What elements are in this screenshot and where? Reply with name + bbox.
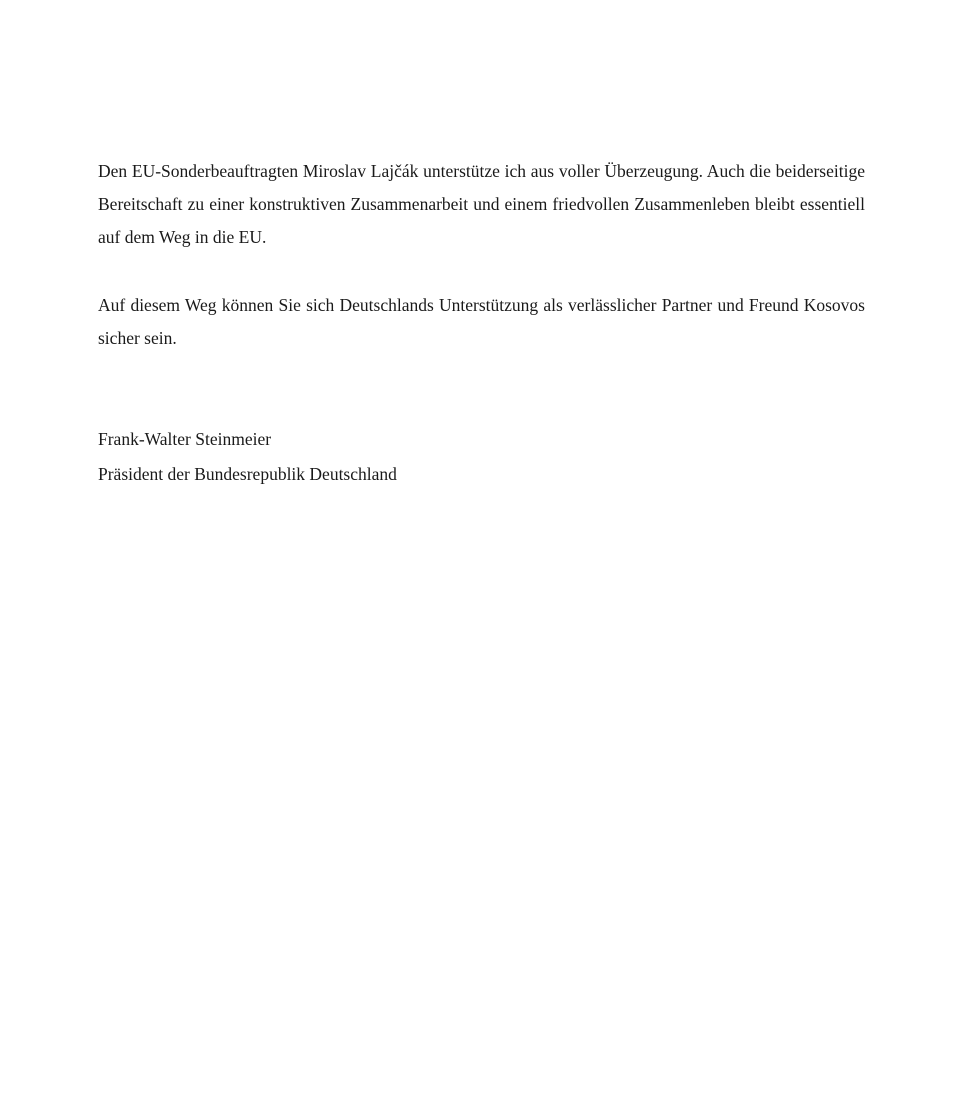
paragraph-germany-support: Auf diesem Weg können Sie sich Deutschlands Unterstützung als verlässlicher Partner und Freund Kosovos sicher sein. — [98, 295, 865, 348]
signature-title: Präsident der Bundesrepublik Deutschland — [98, 464, 397, 484]
signature-name: Frank-Walter Steinmeier — [98, 429, 272, 449]
paragraph-eu-special-representative: Den EU-Sonderbeauftragten Miroslav Lajčák unterstütze ich aus voller Überzeugung. Auch die beiderseitige Bereitschaft zu einer konstruktiven Zusammenarbeit und einem friedvollen Zusammenleben bleibt essentiell auf dem Weg in die EU. — [98, 161, 865, 247]
